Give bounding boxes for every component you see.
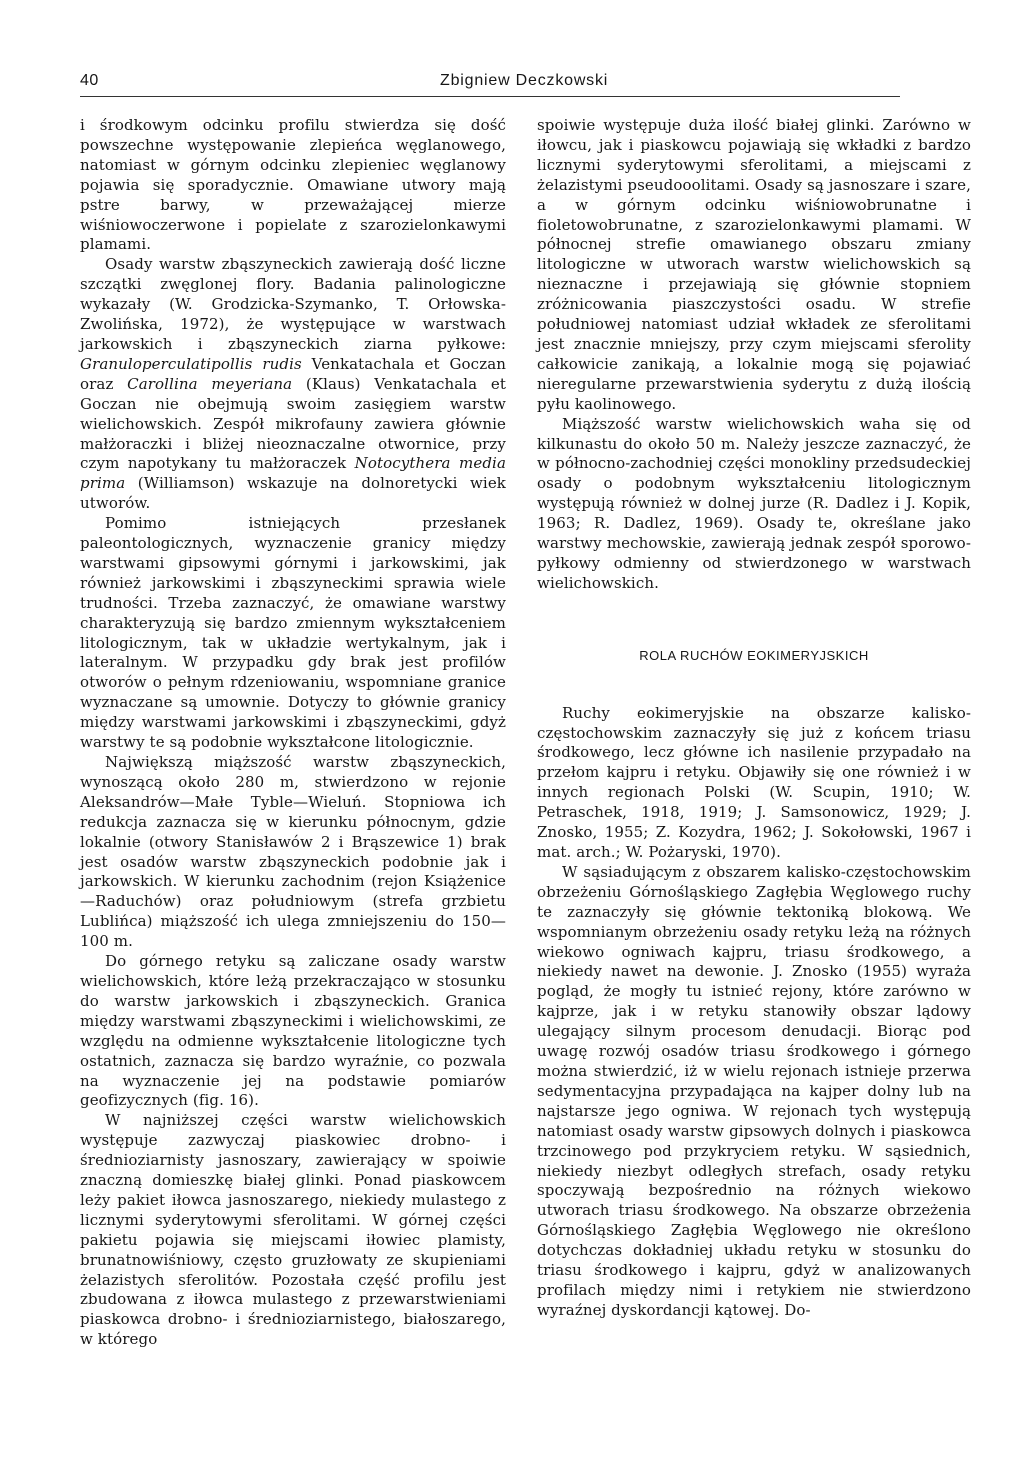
taxon-name: Granuloperculatipollis rudis (80, 354, 302, 373)
paragraph: i środkowym odcinku profilu stwierdza się dość powszechne występowanie zlepieńca węglanowego, natomiast w górnym odcinku zlepieniec węglanowy pojawia się sporadycznie. Omawiane utwory mają pstre barwy, w przeważającej mierze wiśniowoczerwone i popielate z szarozielonkawymi plamami. (80, 116, 506, 254)
paragraph: spoiwie występuje duża ilość białej glinki. Zarówno w iłowcu, jak i piaskowcu pojawiają się wkładki z bardzo licznymi syderytowymi sferolitami, a miejscami z żelazistymi pseudooolitami. Osady są jasnoszare i szare, a w górnym odcinku wiśniowobrunatne i fioletowobrunatne, z szarozielonkawymi plamami. W północnej strefie omawianego obszaru zmiany litologiczne w utworach warstw wielichowskich są nieznaczne i przejawiają się głównie stopniem zróżnicowania piaszczystości osadu. W strefie południowej natomiast udział wkładek ze sferolitami jest znacznie mniejszy, przy czym miejscami sferolity całkowicie zanikają, a lokalnie mogą się pojawiać nieregularne przewarstwienia syderytu z dużą ilością pyłu kaolinowego. (537, 116, 971, 413)
paragraph-text: (Williamson) wskazuje na dolnoretycki wiek utworów. (80, 474, 511, 513)
paragraph: Ruchy eokimeryjskie na obszarze kalisko-częstochowskim zaznaczyły się już z końcem triasu środkowego, lecz główne ich nasilenie przypadało na przełom kajpru i retyku. Objawiły się one również i w innych regionach Polski (W. Scupin, 1910; W. Petraschek, 1918, 1919; J. Samsonowicz, 1929; J. Znosko, 1955; Z. Kozydra, 1962; J. Sokołowski, 1967 i mat. arch.; W. Pożaryski, 1970). (537, 703, 971, 861)
page-number: 40 (80, 72, 99, 89)
paragraph: Pomimo istniejących przesłanek paleontologicznych, wyznaczenie granicy między warstwami gipsowymi górnymi i jarkowskimi, jak również jarkowskimi i zbąszyneckimi sprawia wiele trudności. Trzeba zaznaczyć, że omawiane warstwy charakteryzują się bardzo zmiennym wykształceniem litologicznym, tak w układzie wertykalnym, jak i lateralnym. W przypadku gdy brak jest profilów otworów o pełnym rdzeniowaniu, wspomniane granice wyznaczane są umownie. Dotyczy to głównie granicy między warstwami jarkowskimi i zbąszyneckimi, gdyż warstwy te są podobnie wykształcone litologicznie. (80, 514, 506, 752)
paragraph-palynology (80, 255, 511, 514)
section-heading: ROLA RUCHÓW EOKIMERYJSKICH (639, 647, 869, 663)
paragraph-text: Osady warstw zbąszyneckich zawierają dość liczne szczątki zwęglonej flory. Badania palinologiczne wykazały (W. Grodzicka-Szymanko, T. Orłowska-Zwolińska, 1972), że występujące w warstwach jarkowskich i zbąszyneckich ziarna pyłkowe: (80, 255, 511, 353)
running-head-author: Zbigniew Deczkowski (440, 72, 609, 89)
paragraph: Do górnego retyku są zaliczane osady warstw wielichowskich, które leżą przekraczająco w stosunku do warstw jarkowskich i zbąszyneckich. Granica między warstwami zbąszyneckimi i wielichowskimi, ze względu na odmienne wykształcenie litologiczne tych ostatnich, zaznacza się bardzo wyraźnie, co pozwala na wyznaczenie jej na podstawie pomiarów geofizycznych (fig. 16). (80, 952, 506, 1110)
paragraph: Największą miąższość warstw zbąszyneckich, wynoszącą około 280 m, stwierdzono w rejonie Aleksandrów—Małe Tyble—Wieluń. Stopniowa ich redukcja zaznacza się w kierunku północnym, gdzie lokalnie (otwory Stanisławów 2 i Brąszewice 1) brak jest osadów warstw zbąszyneckich podobnie jak i jarkowskich. W kierunku zachodnim (rejon Książenice—Raduchów) oraz południowym (strefa grzbietu Lublińca) miąższość ich ulega zmniejszeniu do 150—100 m. (80, 753, 506, 951)
paragraph: Miąższość warstw wielichowskich waha się od kilkunastu do około 50 m. Należy jeszcze zaznaczyć, że w północno-zachodniej części monokliny przedsudeckiej osady o podobnym wykształceniu litologicznym występują również w dolnej jurze (R. Dadlez i J. Kopik, 1963; R. Dadlez, 1969). Osady te, określane jako warstwy mechowskie, zawierają jednak zespół sporowo-pyłkowy odmienny od stwierdzonego w warstwach wielichowskich. (537, 414, 971, 592)
paragraph: W najniższej części warstw wielichowskich występuje zazwyczaj piaskowiec drobno- i średnioziarnisty jasnoszary, zawierający w spoiwie znaczną domieszkę białej glinki. Ponad piaskowcem leży pakiet iłowca jasnoszarego, niekiedy mulastego z licznymi syderytowymi sferolitami. W górnej części pakietu pojawia się miejscami iłowiec plamisty, brunatnowiśniowy, często gruzłowaty ze skupieniami żelazistych sferolitów. Pozostała część profilu jest zbudowana z iłowca mulastego z przewarstwieniami piaskowca drobno- i średnioziarnistego, białoszarego, w którego (80, 1111, 506, 1349)
left-column (80, 116, 511, 1350)
taxon-name: Carollina meyeriana (127, 374, 293, 393)
taxon-name: Notocythera media prima (80, 454, 506, 493)
page-header (80, 72, 900, 97)
paragraph-text: Venkatachala et Goczan oraz (80, 354, 511, 393)
paragraph: W sąsiadującym z obszarem kalisko-częstochowskim obrzeżeniu Górnośląskiego Zagłębia Węglowego ruchy te zaznaczyły się głównie tektoniką blokową. We wspomnianym obrzeżeniu osady retyku leżą na różnych wiekowo ogniwach kajpru, triasu środkowego, a niekiedy nawet na dewonie. J. Znosko (1955) wyraża pogląd, że mogły tu istnieć rejony, które zarówno w kajprze, jak i w retyku stanowiły obszar lądowy ulegający silnym procesom denudacji. Biorąc pod uwagę rozwój osadów triasu środkowego i górnego można stwierdzić, iż w wielu rejonach istnieje przerwa sedymentacyjna przypadająca na kajper dolny lub na najstarsze jego ogniwa. W rejonach tych występują natomiast osady warstw gipsowych dolnych i piaskowca trzcinowego pod przykryciem retyku. W sąsiednich, niekiedy niezbyt odległych strefach, osady retyku spoczywają bezpośrednio na różnych wiekowo utworach triasu środkowego. Na obszarze obrzeżenia Górnośląskiego Zagłębia Węglowego nie określono dotychczas dokładniej układu retyku w stosunku do triasu środkowego i kajpru, gdyż w analizowanych profilach między nimi i retykiem nie stwierdzono wyraźnej dyskordancji kątowej. Do- (537, 862, 971, 1319)
paragraph-text: (Klaus) Venkatachala et Goczan nie obejmują swoim zasięgiem warstw wielichowskich. Zespół mikrofauny zawiera głównie małżoraczki i bliżej nieoznaczalne otwornice, przy czym napotykany tu małżoraczek (80, 374, 511, 473)
right-column (537, 116, 971, 1321)
